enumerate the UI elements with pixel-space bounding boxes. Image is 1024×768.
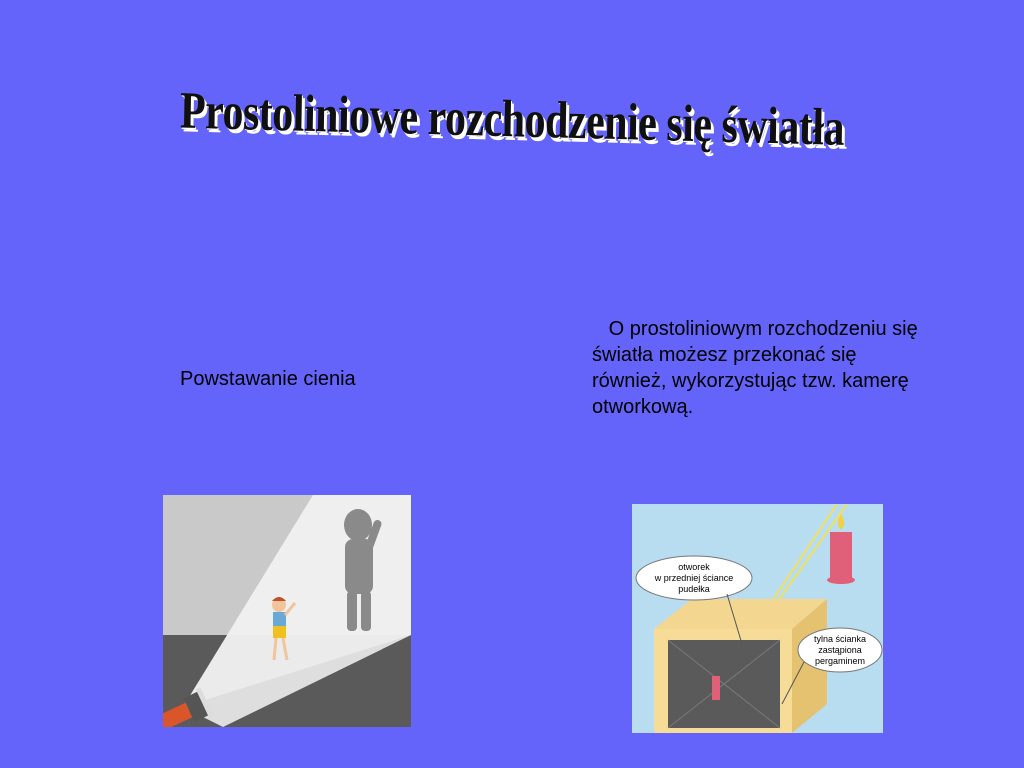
callout-back-line1: tylna ścianka xyxy=(813,634,867,644)
slide-title: Prostoliniowe rozchodzenie się światła xyxy=(179,82,845,158)
shadow-illustration xyxy=(163,495,411,727)
callout-back-line2: zastąpiona xyxy=(818,645,862,655)
callout-hole-line1: otworek xyxy=(678,562,710,572)
camera-box xyxy=(654,599,827,733)
callout-hole-line3: pudełka xyxy=(678,584,710,594)
pinhole-camera-illustration xyxy=(632,504,883,733)
shadow-caption: Powstawanie cienia xyxy=(180,368,356,390)
pinhole-camera-description: O prostoliniowym rozchodzeniu się światła możesz przekonać się również, wykorzystując tzw. kamerę otworkową. xyxy=(592,318,924,418)
callout-back-line3: pergaminem xyxy=(814,656,866,666)
callout-hole-line2: w przedniej ściance xyxy=(654,573,734,583)
